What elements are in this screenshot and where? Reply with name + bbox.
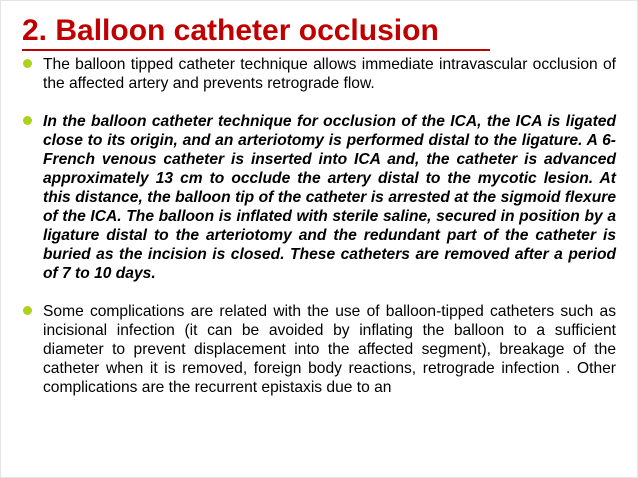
- bullet-dot-icon: [23, 59, 32, 68]
- bullet-text-1: The balloon tipped catheter technique allows immediate intravascular occlusion of the affected artery and prevents retrograde flow.: [43, 56, 616, 92]
- bullet-item-3: [1, 302, 638, 397]
- bullet-text-3: Some complications are related with the use of balloon-tipped catheters such as incisional infection (it can be avoided by inflating the balloon to a sufficient diameter to prevent displacement into the affected segment), breakage of the catheter when it is removed, foreign body reactions, retrograde infection . Other complications are the recurrent epistaxis due to an: [43, 303, 616, 396]
- bullet-text-2: In the balloon catheter technique for occlusion of the ICA, the ICA is ligated close to its origin, and an arteriotomy is performed distal to the ligature. A 6-French venous catheter is inserted into ICA and, the catheter is advanced approximately 13 cm to occlude the artery distal to the mycotic lesion. At this distance, the balloon tip of the catheter is arrested at the sigmoid flexure of the ICA. The balloon is inflated with sterile saline, secured in position by a ligature distal to the arteriotomy and the redundant part of the catheter is buried as the incision is closed. These catheters are removed after a period of 7 to 10 days.: [43, 113, 616, 282]
- slide-title: 2. Balloon catheter occlusion: [22, 14, 439, 47]
- bullet-item-1: [1, 55, 638, 93]
- bullet-list: [1, 55, 638, 397]
- bullet-dot-icon: [23, 306, 32, 315]
- bullet-item-2: [1, 112, 638, 283]
- bullet-dot-icon: [23, 116, 32, 125]
- title-underline: [22, 49, 490, 51]
